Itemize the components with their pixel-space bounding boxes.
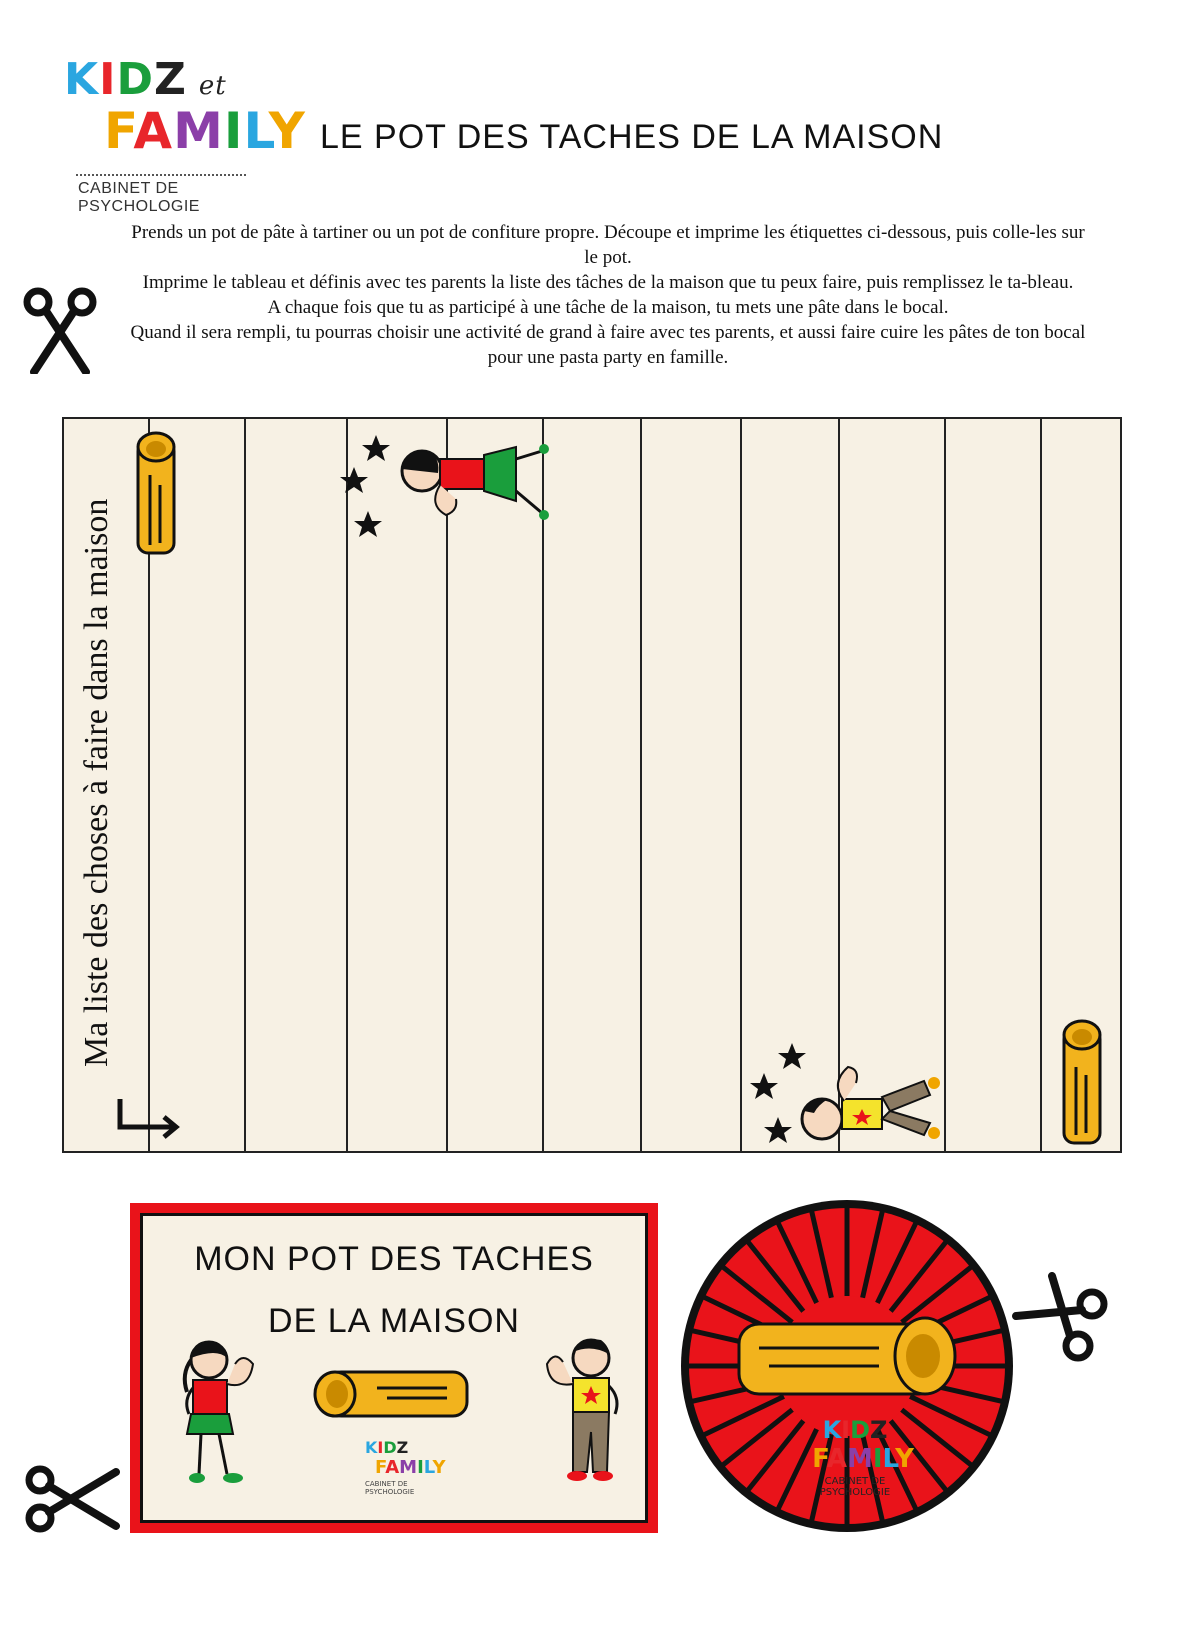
brand-logo xyxy=(64,50,306,215)
instructions xyxy=(128,220,1088,370)
boy-figure xyxy=(744,1039,954,1151)
pasta-icon xyxy=(132,425,182,563)
column-line xyxy=(640,419,642,1151)
card-inner xyxy=(140,1213,648,1523)
logo-kidz-letters: KIDZ xyxy=(64,54,187,105)
circle-logo-family: FAMILY xyxy=(812,1444,914,1474)
card-logo-subtitle: CABINET DE PSYCHOLOGIE xyxy=(365,1480,415,1496)
instruction-4: Quand il sera rempli, tu pourras choisir une activité de grand à faire avec tes parents, et aussi faire cuire les pâtes de ton bocal pour une pasta party en famille. xyxy=(130,322,1086,368)
card-title-line2: DE LA MAISON xyxy=(268,1302,520,1340)
table-vertical-label: Ma liste des choses à faire dans la maison xyxy=(78,498,115,1067)
circle-logo xyxy=(795,1416,915,1498)
page-title: LE POT DES TACHES DE LA MAISON xyxy=(320,118,944,156)
instruction-2: Imprime le tableau et définis avec tes parents la liste des tâches de la maison que tu peux faire, puis remplissez le ta-bleau. xyxy=(142,272,1074,293)
instruction-3: A chaque fois que tu as participé à une tâche de la maison, tu mets une pâte dans le bocal. xyxy=(267,297,949,318)
logo-et: et xyxy=(198,71,227,101)
logo-divider xyxy=(76,174,246,176)
circle-logo-kidz: KIDZ xyxy=(822,1416,888,1444)
column-line xyxy=(1040,419,1042,1151)
pasta-icon xyxy=(729,1302,969,1412)
girl-figure xyxy=(336,429,556,549)
scissors-icon xyxy=(24,1464,120,1534)
circle-logo-subtitle: CABINET DE PSYCHOLOGIE xyxy=(819,1476,891,1498)
card-logo-family: FAMILY xyxy=(375,1457,446,1478)
girl-figure xyxy=(169,1334,279,1494)
instruction-1: Prends un pot de pâte à tartiner ou un pot de confiture propre. Découpe et imprime les étiquettes ci-dessous, puis colle-les sur le pot. xyxy=(131,222,1085,268)
column-line xyxy=(244,419,246,1151)
logo-subtitle: CABINET DE PSYCHOLOGIE xyxy=(78,180,200,215)
card-logo-kidz: KIDZ xyxy=(365,1438,409,1457)
scissors-icon xyxy=(1012,1272,1112,1362)
column-line xyxy=(740,419,742,1151)
card-logo xyxy=(365,1438,445,1498)
task-table xyxy=(62,417,1122,1153)
pasta-icon xyxy=(1058,1013,1108,1153)
card-title-line1: MON POT DES TACHES xyxy=(194,1240,594,1278)
jar-label-card xyxy=(130,1203,658,1533)
jar-lid-label xyxy=(677,1196,1017,1536)
arrow-icon xyxy=(116,1097,186,1143)
pasta-icon xyxy=(307,1364,477,1424)
scissors-icon xyxy=(20,284,100,374)
logo-word-family xyxy=(104,102,306,160)
logo-family-letters: FAMILY xyxy=(104,102,306,160)
boy-figure xyxy=(529,1332,639,1492)
logo-word-kidz xyxy=(64,54,227,105)
